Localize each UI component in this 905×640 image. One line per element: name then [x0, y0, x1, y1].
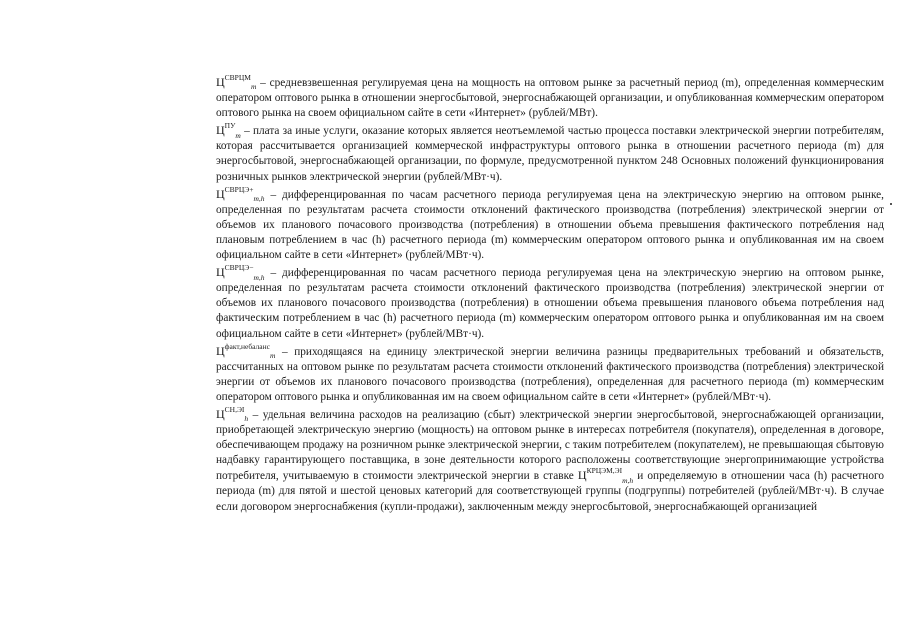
definition-text: – приходящаяся на единицу электрической энергии величина разницы предварительных требований и обязательств, рассчитанных на оптовом рынке по результатам расчета стоимости отклонений фактического производства (потребления) электрической энергии от объемов их планового почасового производства (потребления), определенная для расчетного периода (m) коммерческим оператором оптового рынка и опубликованная им на своем официальном сайте в сети «Интернет» (рублей/МВт·ч). — [216, 345, 884, 403]
formula-symbol: $Ц^{факт,небаланс}_m$ — [216, 341, 276, 360]
formula-symbol: $Ц^{СВРЦЭ+}_{m,h}$ — [216, 184, 265, 204]
formula-symbol: $Ц^{СВРЦМ}_m$ — [216, 73, 257, 92]
definition-fact-imbalance — [216, 341, 884, 405]
definition-svrcm — [216, 75, 884, 121]
definition-text: – плата за иные услуги, оказание которых является неотъемлемой частью процесса поставки электрической энергии потребителям, которая рассчитывается организацией коммерческой инфраструктуры оптового рынка в отношении расчетного периода (m) для энергосбытовой, энергоснабжающей организации, по формуле, предусмотренной пунктом 248 Основных положений функционирования розничных рынков электрической энергии (рублей/МВт·ч). — [216, 125, 885, 183]
definition-text: – удельная величина расходов на реализацию (сбыт) электрической энергии энергосбытовой, энергоснабжающей организации, приобретающей электрическую энергию (мощность) на оптовом рынке в интересах потребителя (покупателя), определенная в договоре, обеспечивающем продажу на розничном рынке электрической энергии, с таким потребителем (покупателем), не превышающая сбытовую надбавку гарантирующего поставщика, в зоне деятельности которого расположены соответствующие энергопринимающие устройства потребителя, учитываемую в стоимости электрической энергии в ставке — [216, 408, 884, 483]
document-page — [216, 75, 884, 517]
formula-symbol: $Ц^{СВРЦЭ-}_{m,h}$ — [216, 263, 265, 282]
formula-symbol: $Ц^{ПУ}_m$ — [216, 121, 241, 140]
scan-mark — [890, 203, 892, 205]
definition-text: – дифференцированная по часам расчетного периода регулируемая цена на электрическую энергию на оптовом рынке, определенная по результатам расчета стоимости отклонений фактического производства (потребления) электрической энергии от объемов их планового почасового производства (потребления) в отношении объема превышения планового объема потребления над фактическим потреблением в час (h) расчетного периода (m) коммерческим оператором оптового рынка и опубликованная им на своем официальном сайте в сети «Интернет» (рублей/МВт·ч). — [216, 267, 884, 340]
definition-text-continued: и определяемую в отношении часа (h) расчетного периода (m) для пятой и шестой ценовых категорий для соответствующей группы (подгруппы) потребителей (рублей/МВт·ч). В случае если договором энергоснабжения (купли-продажи), заключенным между энергосбытовой, энергоснабжающей организацией — [216, 470, 884, 513]
formula-symbol: $Ц^{СН,ЭI}_h$ — [216, 404, 249, 424]
formula-symbol-inline: $Ц^{КРЦЭМ,ЭI}_{m,h}$ — [577, 466, 634, 485]
definition-sn-ei — [216, 404, 884, 515]
definition-svrce-minus — [216, 265, 884, 341]
definition-text: – дифференцированная по часам расчетного периода регулируемая цена на электрическую энергию на оптовом рынке, определенная по результатам расчета стоимости отклонений фактического производства (потребления) электрической энергии от объемов их планового почасового производства (потребления) в отношении объема превышения фактического потребления над плановым потреблением в час (h) расчетного периода (m) коммерческим оператором оптового рынка и опубликованная им на своем официальном сайте в сети «Интернет» (рублей/МВт·ч). — [216, 188, 884, 262]
definition-pu — [216, 123, 884, 184]
definition-svrce-plus — [216, 184, 884, 263]
definition-text: – средневзвешенная регулируемая цена на мощность на оптовом рынке за расчетный период (m), определенная коммерческим оператором оптового рынка в отношении энергосбытовой, энергоснабжающей организации, и опубликованная коммерческим оператором оптового рынка на своем официальном сайте в сети «Интернет» (рублей/МВт). — [216, 77, 885, 120]
